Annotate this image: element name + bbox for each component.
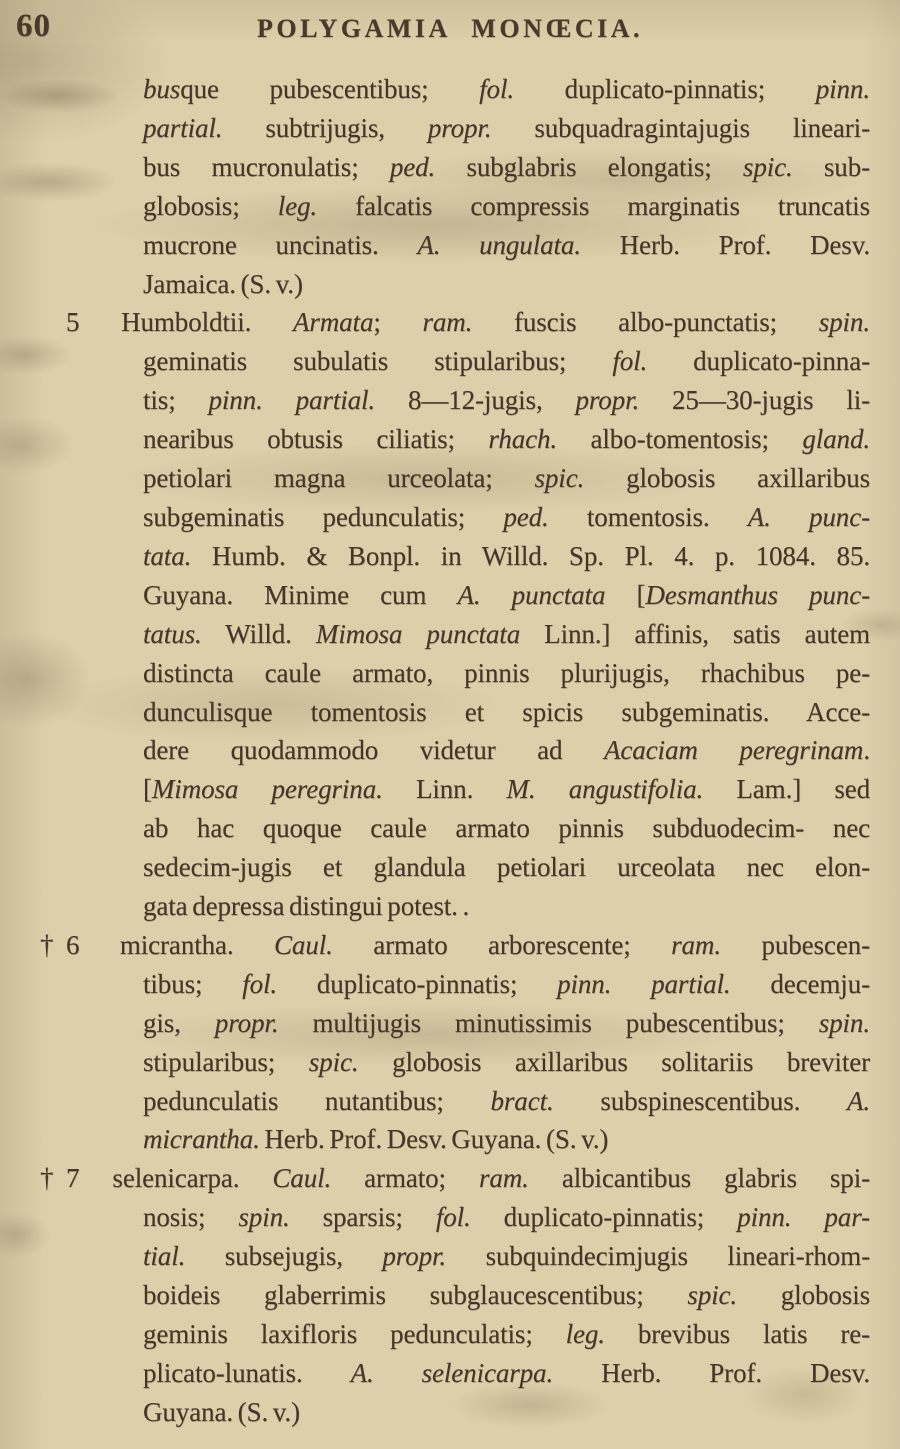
- text-run: globosis axillaribus solitariis breviter: [358, 1046, 870, 1077]
- text-run: que pubescentibus;: [180, 74, 480, 104]
- italic-text-run: spic.: [687, 1280, 738, 1311]
- text-run: fuscis albo-punctatis;: [472, 307, 819, 338]
- italic-text-run: propr.: [382, 1241, 447, 1272]
- text-run: distincta caule armato, pinnis plurijugis, rhachibus pe-: [143, 657, 870, 688]
- italic-text-run: spic.: [308, 1046, 359, 1077]
- species-entry: [143, 70, 870, 303]
- italic-text-run: tial.: [143, 1241, 186, 1272]
- text-run: duplicato-pinna-: [647, 346, 870, 377]
- text-run: armato;: [331, 1163, 479, 1194]
- text-run: Linn.] affinis, satis autem: [520, 618, 870, 649]
- text-run: sparsis;: [289, 1202, 436, 1233]
- text-run: globosis: [737, 1280, 871, 1311]
- text-run: decemju-: [730, 968, 870, 999]
- text-line: [143, 265, 870, 304]
- text-line: [143, 809, 870, 848]
- italic-text-run: leg.: [565, 1319, 605, 1349]
- text-run: albo-tomentosis;: [557, 424, 803, 455]
- text-line: [66, 303, 870, 342]
- text-run: 7 selenicarpa.: [66, 1163, 273, 1194]
- text-line: [143, 342, 870, 381]
- text-run: globosis;: [143, 190, 278, 221]
- text-line: [143, 1237, 870, 1276]
- text-line: [143, 1393, 870, 1432]
- text-run: geminis laxifloris pedunculatis;: [143, 1319, 566, 1349]
- text-run: albicantibus glabris spi-: [528, 1163, 870, 1194]
- text-run: Guyana. Minime cum: [143, 579, 458, 610]
- text-run: multijugis minutissimis pubescentibus;: [278, 1007, 819, 1038]
- italic-text-run: bract.: [490, 1085, 554, 1116]
- italic-text-run: ped.: [389, 151, 436, 182]
- italic-text-run: spin.: [818, 1007, 870, 1038]
- text-run: [: [143, 774, 152, 805]
- text-line: [143, 381, 870, 420]
- italic-text-run: fol.: [612, 346, 648, 377]
- text-run: Jamaica. (S. v.): [143, 268, 303, 299]
- species-entry: [66, 303, 871, 926]
- italic-text-run: propr.: [575, 385, 640, 416]
- text-run: pedunculatis nutantibus;: [143, 1085, 491, 1116]
- italic-text-run: fol.: [479, 74, 514, 104]
- text-line: [143, 770, 870, 809]
- italic-text-run: micrantha.: [143, 1124, 260, 1155]
- text-run: subgeminatis pedunculatis;: [143, 501, 504, 532]
- text-line: [40, 1159, 870, 1198]
- italic-text-run: Mimosa punctata: [315, 618, 521, 649]
- text-run: 6 micrantha.: [66, 929, 275, 960]
- italic-text-run: Mimosa peregrina.: [151, 774, 383, 805]
- italic-text-run: ram.: [671, 929, 721, 960]
- text-run: petiolari magna urceolata;: [143, 463, 535, 494]
- text-run: subquindecimjugis lineari-rhom-: [446, 1241, 870, 1272]
- italic-text-run: spic.: [534, 463, 585, 494]
- text-run: Herb. Prof. Desv.: [553, 1357, 870, 1388]
- italic-text-run: fol.: [242, 968, 278, 999]
- text-run: Herb. Prof. Desv.: [580, 229, 870, 260]
- text-run: duplicato-pinnatis;: [514, 74, 816, 104]
- text-run: 25—30-jugis li-: [639, 385, 870, 416]
- italic-text-run: spin.: [238, 1202, 290, 1233]
- text-run: stipularibus;: [143, 1046, 309, 1077]
- text-run: 5 Humboldtii.: [66, 307, 293, 338]
- text-run: falcatis compressis marginatis truncatis: [317, 190, 870, 221]
- text-run: Guyana. (S. v.): [143, 1396, 300, 1427]
- text-line: [143, 693, 870, 732]
- page-body: [40, 70, 871, 1432]
- italic-text-run: M. angustifolia.: [506, 774, 704, 805]
- text-run: tibus;: [143, 968, 243, 999]
- text-run: ab hac quoque caule armato pinnis subduodecim- nec: [143, 813, 870, 844]
- text-run: 8—12-jugis,: [375, 385, 576, 416]
- text-line: [143, 654, 870, 693]
- page-number: 60: [16, 8, 51, 44]
- italic-text-run: pinn. par-: [737, 1202, 870, 1233]
- text-run: [: [605, 579, 646, 610]
- dagger-icon: †: [40, 1163, 54, 1194]
- text-line: [143, 615, 870, 654]
- italic-text-run: propr.: [427, 112, 492, 143]
- italic-text-run: pinn. partial.: [208, 385, 376, 416]
- text-run: sub-: [792, 151, 870, 182]
- text-line: [143, 1198, 870, 1237]
- italic-text-run: ped.: [503, 501, 549, 532]
- text-run: globosis axillaribus: [584, 463, 870, 494]
- text-run: bus mucronulatis;: [143, 151, 390, 182]
- italic-text-run: partial.: [143, 112, 223, 143]
- italic-text-run: A.: [846, 1085, 870, 1116]
- text-line: [143, 1082, 870, 1121]
- text-run: sedecim-jugis et glandula petiolari urceolata nec elon-: [143, 852, 870, 883]
- text-line: [143, 1043, 870, 1082]
- text-line: [143, 537, 870, 576]
- text-run: subglabris elongatis;: [435, 151, 743, 182]
- italic-text-run: A. selenicarpa.: [350, 1357, 554, 1388]
- italic-text-run: pinn.: [815, 74, 870, 104]
- text-line: [143, 226, 870, 265]
- italic-text-run: A. punc-: [747, 501, 870, 532]
- italic-text-run: ram.: [422, 307, 473, 338]
- text-run: boideis glaberrimis subglaucescentibus;: [143, 1280, 688, 1311]
- italic-text-run: tata.: [143, 540, 192, 571]
- running-title: POLYGAMIA MONŒCIA.: [256, 14, 644, 43]
- italic-text-run: gland.: [802, 424, 870, 455]
- text-run: nearibus obtusis ciliatis;: [143, 424, 489, 455]
- italic-text-run: ram.: [478, 1163, 529, 1194]
- text-line: [143, 70, 870, 109]
- italic-text-run: rhach.: [488, 424, 558, 455]
- italic-text-run: leg.: [277, 190, 318, 221]
- italic-text-run: spic.: [742, 151, 793, 182]
- text-line: [143, 148, 870, 187]
- text-run: Lam.] sed: [703, 774, 871, 805]
- text-run: dere quodammodo videtur ad: [143, 735, 604, 766]
- text-run: subsejugis,: [185, 1241, 383, 1272]
- italic-text-run: pinn. partial.: [557, 968, 731, 999]
- text-line: [143, 459, 870, 498]
- text-run: armato arborescente;: [332, 929, 672, 960]
- text-run: tomentosis.: [548, 501, 748, 532]
- text-line: [143, 1354, 870, 1393]
- species-entry: [40, 1159, 871, 1431]
- text-run: Linn.: [382, 774, 507, 805]
- text-line: [143, 731, 870, 770]
- italic-text-run: Armata: [292, 307, 374, 338]
- italic-text-run: propr.: [214, 1007, 279, 1038]
- text-run: subquadragintajugis lineari-: [491, 112, 870, 143]
- italic-text-run: tatus.: [143, 618, 202, 649]
- text-run: duplicato-pinnatis;: [470, 1202, 738, 1233]
- italic-text-run: Desmanthus punc-: [645, 579, 870, 610]
- text-run: .: [863, 735, 870, 766]
- text-run: pubescen-: [720, 929, 870, 960]
- italic-text-run: A. punctata: [457, 579, 606, 610]
- text-line: [143, 1276, 870, 1315]
- italic-text-run: fol.: [435, 1202, 471, 1233]
- text-run: duplicato-pinnatis;: [277, 968, 558, 999]
- italic-text-run: Caul.: [272, 1163, 332, 1194]
- text-run: nosis;: [143, 1202, 239, 1233]
- species-entry: [40, 926, 870, 1159]
- text-run: dunculisque tomentosis et spicis subgeminatis. Acce-: [143, 696, 870, 727]
- text-run: mucrone uncinatis.: [143, 229, 418, 260]
- text-line: [143, 887, 870, 926]
- text-run: Humb. & Bonpl. in Willd. Sp. Pl. 4. p. 1084. 85.: [191, 540, 870, 571]
- text-line: [143, 1120, 870, 1159]
- text-run: geminatis subulatis stipularibus;: [143, 346, 613, 377]
- text-line: [143, 848, 870, 887]
- italic-text-run: A. ungulata.: [417, 229, 581, 260]
- text-line: [40, 926, 870, 965]
- text-line: [143, 965, 870, 1004]
- text-run: brevibus latis re-: [604, 1319, 870, 1349]
- italic-text-run: bus: [143, 74, 181, 104]
- text-run: subtrijugis,: [222, 112, 428, 143]
- text-run: Herb. Prof. Desv. Guyana. (S. v.): [259, 1124, 609, 1155]
- text-line: [143, 420, 870, 459]
- text-run: Willd.: [201, 618, 316, 649]
- text-line: [143, 187, 870, 226]
- italic-text-run: Acaciam peregrinam: [603, 735, 864, 766]
- text-line: [143, 109, 870, 148]
- text-run: tis;: [143, 385, 209, 416]
- text-run: gis,: [143, 1007, 215, 1038]
- text-line: [143, 498, 870, 537]
- text-run: plicato-lunatis.: [143, 1357, 351, 1388]
- text-line: [143, 1315, 870, 1354]
- italic-text-run: Caul.: [274, 929, 333, 960]
- text-line: [143, 576, 870, 615]
- dagger-icon: †: [40, 929, 54, 960]
- text-line: [143, 1004, 870, 1043]
- text-run: gata depressa distingui potest. .: [143, 891, 470, 922]
- text-run: ;: [373, 307, 423, 338]
- text-run: subspinescentibus.: [553, 1085, 847, 1116]
- italic-text-run: spin.: [818, 307, 870, 338]
